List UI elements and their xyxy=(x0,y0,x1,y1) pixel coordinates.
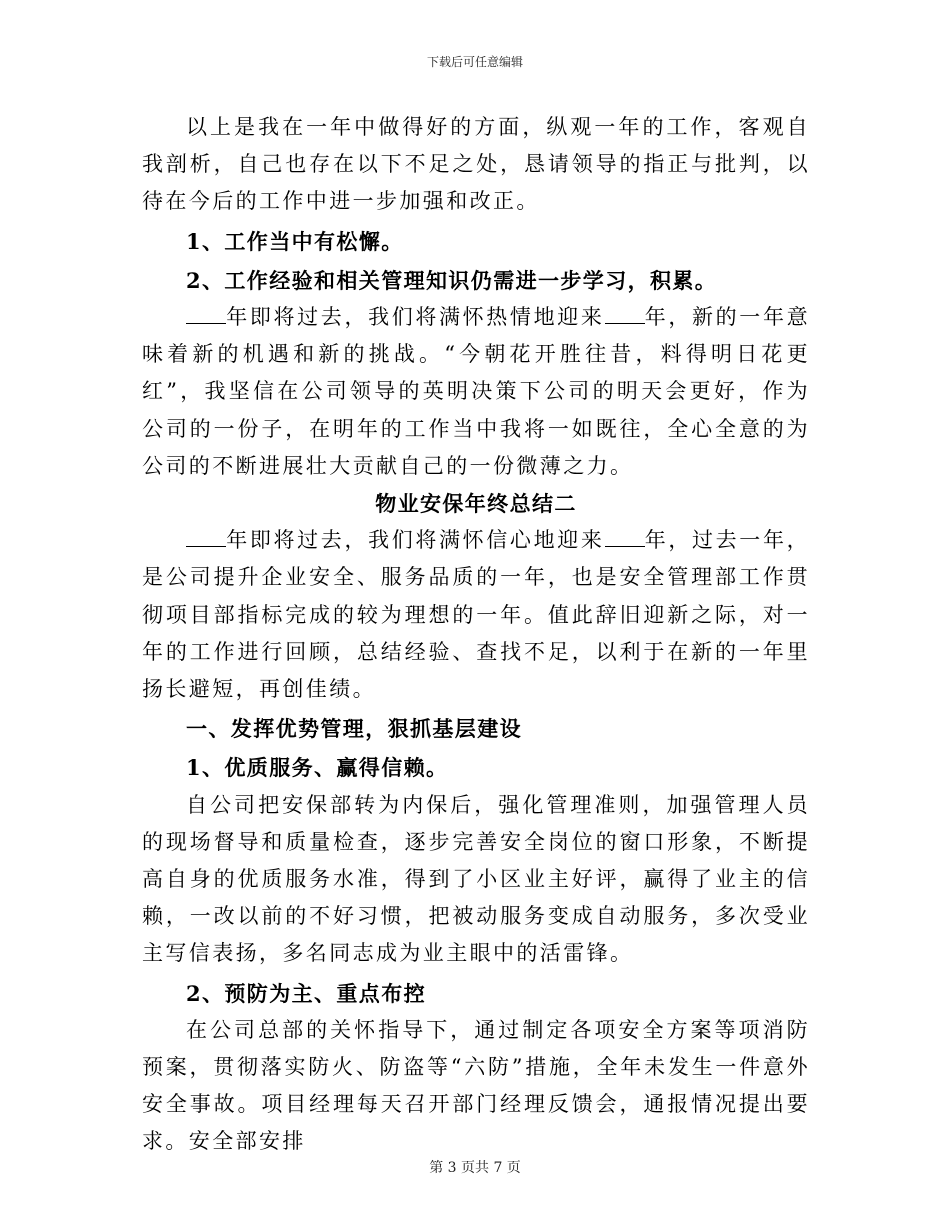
paragraph-self-assessment: 以上是我在一年中做得好的方面，纵观一年的工作，客观自我剖析，自己也存在以下不足之处，恳请领导的指正与批判，以待在今后的工作中进一步加强和改正。 xyxy=(142,115,810,214)
blank-year-3 xyxy=(186,528,226,547)
blank-year-2 xyxy=(605,305,645,324)
paragraph-summary-intro-part-b: 年，过去一年，是公司提升企业安全、服务品质的一年，也是安全管理部工作贯彻项目部指标完成的较为理想的一年。值此辞旧迎新之际，对一年的工作进行回顾，总结经验、查找不足，以利于在新的一年里扬长避短，再创佳绩。 xyxy=(142,528,810,702)
paragraph-new-year-part-a: 年即将过去，我们将满怀热情地迎来 xyxy=(226,305,605,330)
page-header: 下载后可任意编辑 xyxy=(426,55,523,69)
paragraph-new-year xyxy=(142,299,810,485)
heading-quality-service: 1、优质服务、赢得信赖。 xyxy=(186,755,449,781)
heading-section-1: 一、发挥优势管理，狠抓基层建设 xyxy=(186,716,522,742)
paragraph-quality-service: 自公司把安保部转为内保后，强化管理准则，加强管理人员的现场督导和质量检查，逐步完善安全岗位的窗口形象，不断提高自身的优质服务水准，得到了小区业主好评，赢得了业主的信赖，一改以前的不好习惯，把被动服务变成自动服务，多次受业主写信表扬，多名同志成为业主眼中的活雷锋。 xyxy=(142,792,810,966)
paragraph-summary-intro-part-a: 年即将过去，我们将满怀信心地迎来 xyxy=(226,528,605,553)
document-body xyxy=(142,109,810,1161)
paragraph-new-year-part-b: 年，新的一年意味着新的机遇和新的挑战。“今朝花开胜往昔，料得明日花更红”，我坚信在公司领导的英明决策下公司的明天会更好，作为公司的一份子，在明年的工作当中我将一如既往，全心全意的为公司的不断进展壮大贡献自己的一份微薄之力。 xyxy=(142,305,810,478)
heading-point-2: 2、工作经验和相关管理知识仍需进一步学习，积累。 xyxy=(186,267,718,293)
heading-point-1: 1、工作当中有松懈。 xyxy=(186,228,404,254)
heading-prevention: 2、预防为主、重点布控 xyxy=(186,980,427,1006)
section-title: 物业安保年终总结二 xyxy=(375,491,577,517)
paragraph-prevention: 在公司总部的关怀指导下，通过制定各项安全方案等项消防预案，贯彻落实防火、防盗等“六防”措施，全年未发生一件意外安全事故。项目经理每天召开部门经理反馈会，通报情况提出要求。安全部安排 xyxy=(142,1017,810,1154)
paragraph-summary-intro xyxy=(142,522,810,708)
blank-year-4 xyxy=(605,528,645,547)
page-footer: 第 3 页共 7 页 xyxy=(429,1160,521,1176)
blank-year-1 xyxy=(186,305,226,324)
